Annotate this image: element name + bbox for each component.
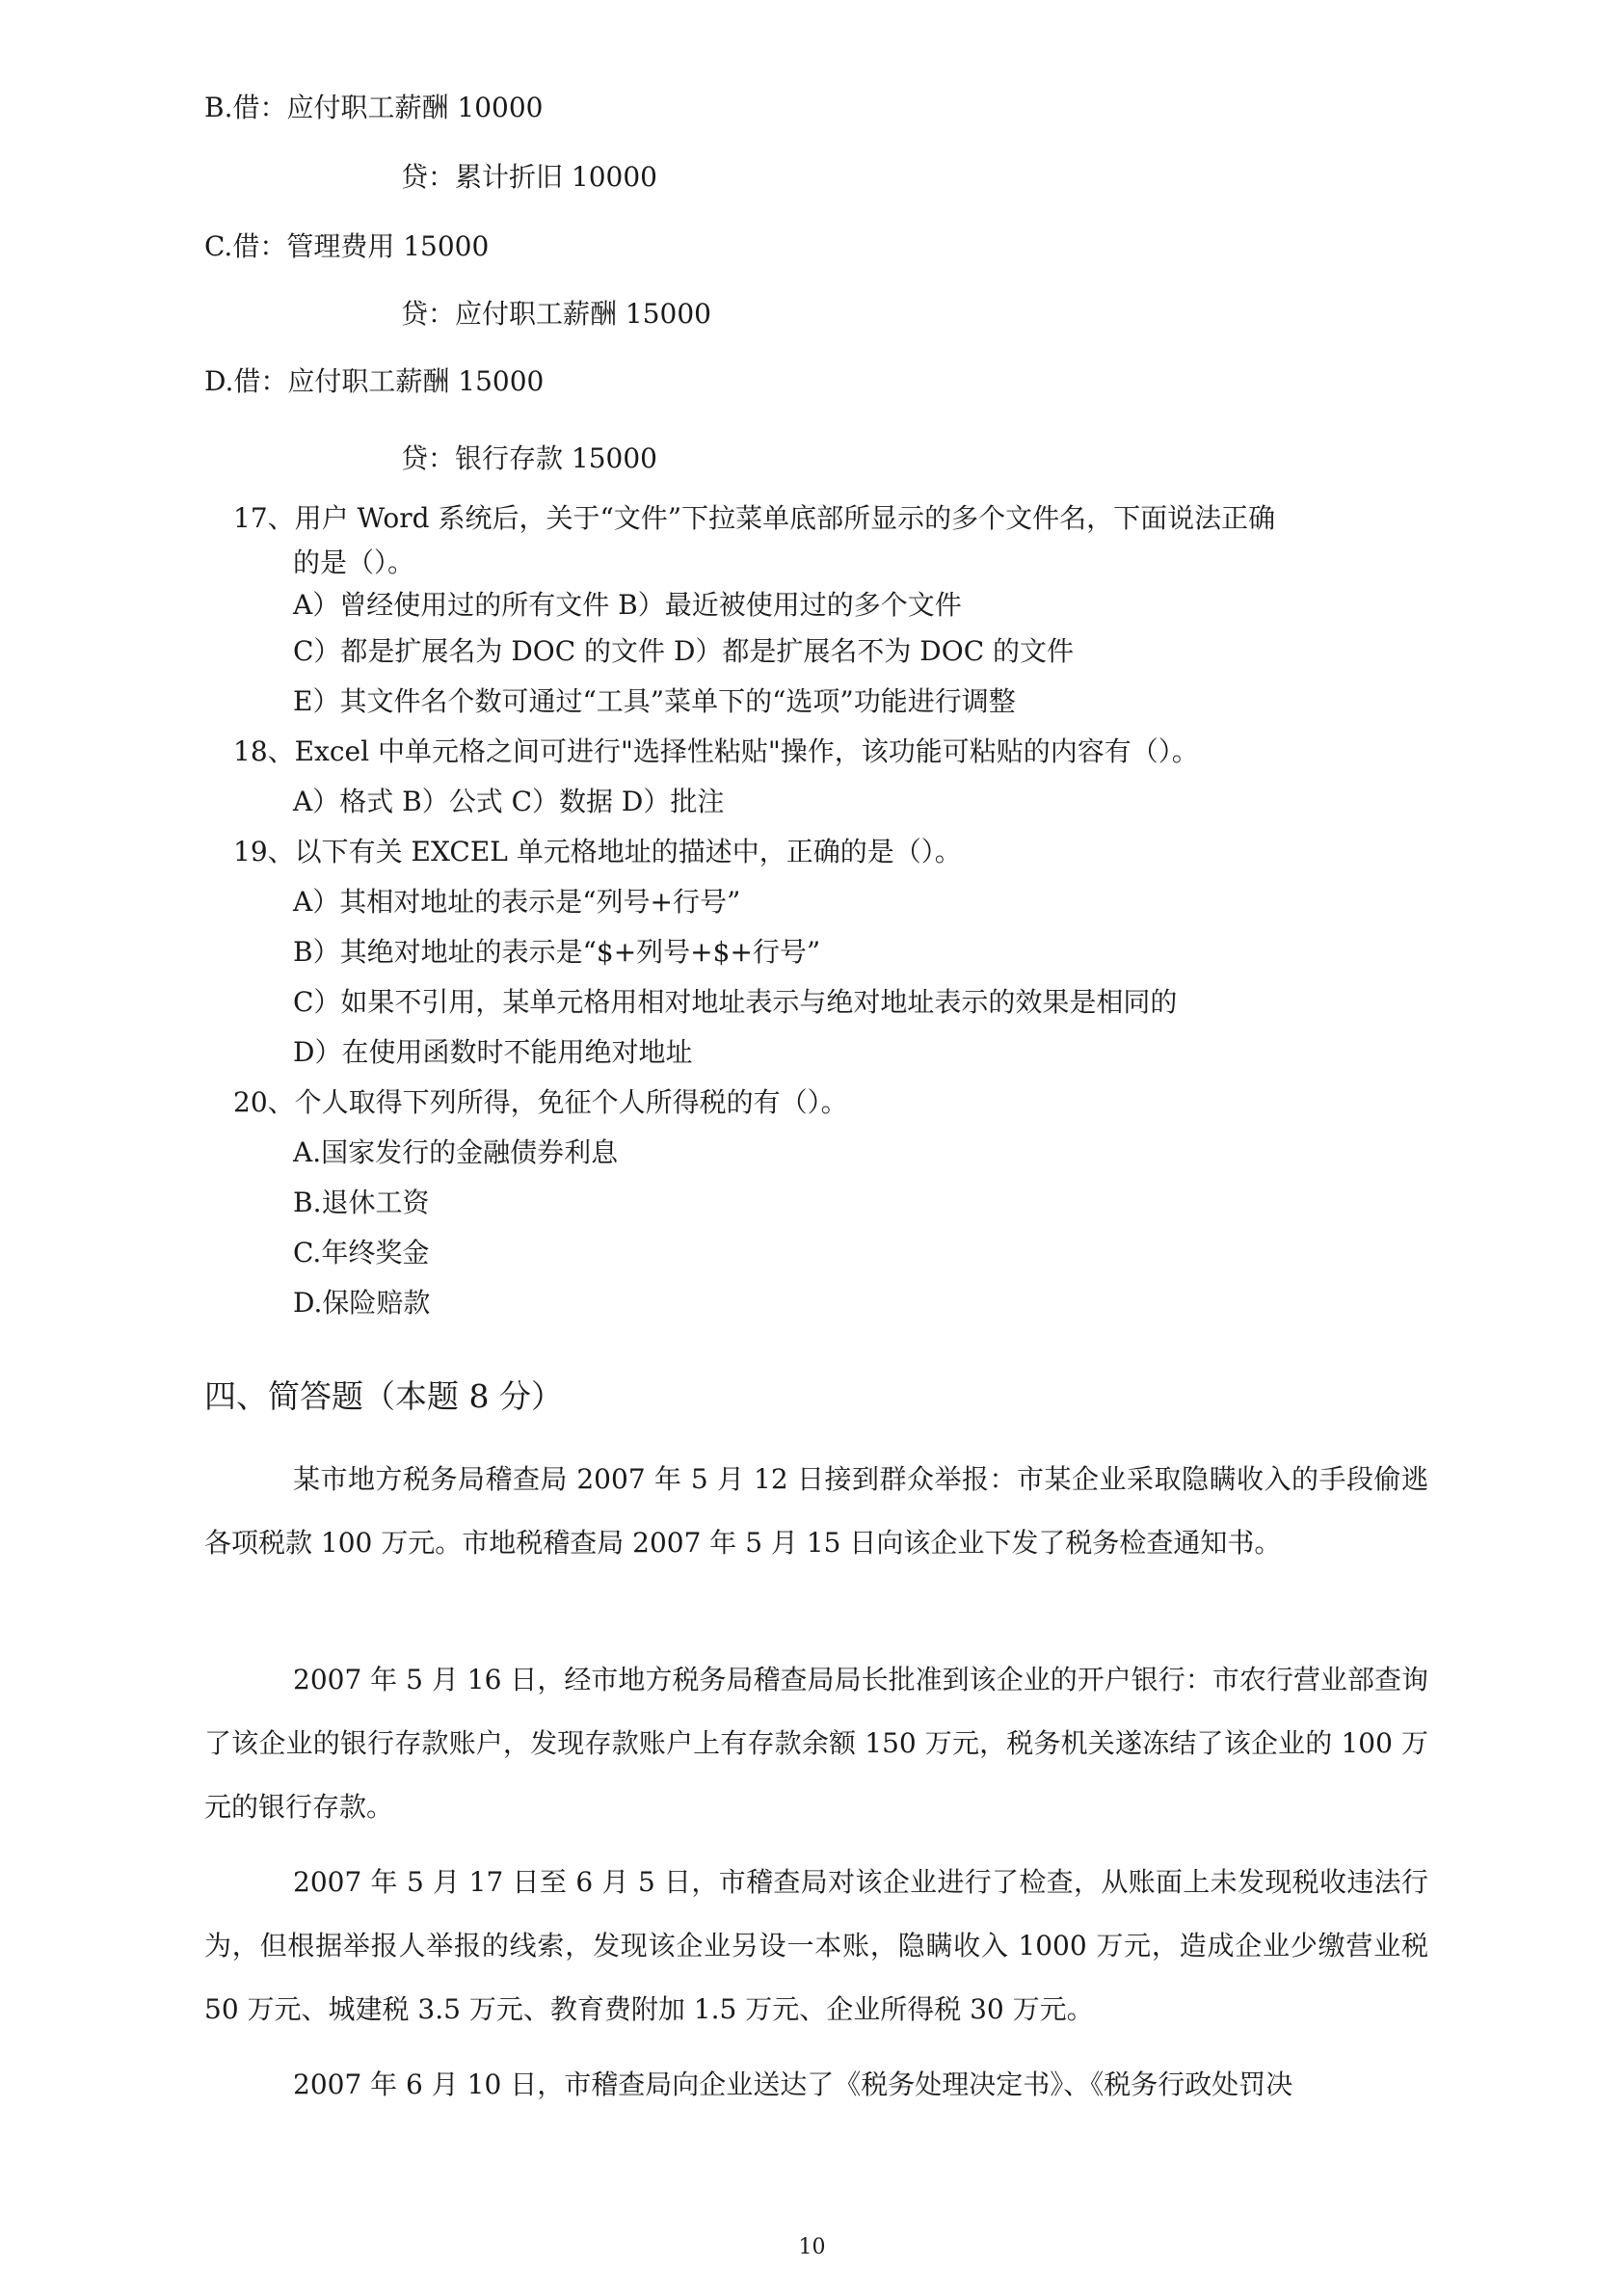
q19-option-4: D）在使用函数时不能用绝对地址: [293, 1036, 693, 1068]
q19-option-2: B）其绝对地址的表示是“$+列号+$+行号”: [293, 936, 821, 968]
q20-option-d: D.保险赔款: [293, 1287, 431, 1319]
paragraph: 某市地方税务局稽查局 2007 年 5 月 12 日接到群众举报：市某企业采取隐瞒收入的手段偷逃各项税款 100 万元。市地税稽查局 2007 年 5 月 15 日向该企业下发了税务检查通知书。: [204, 1463, 1428, 1559]
q16-option-c-credit: 贷：应付职工薪酬 15000: [401, 298, 711, 330]
q19-option-1: A）其相对地址的表示是“列号+行号”: [293, 886, 741, 918]
paragraph: 2007 年 6 月 10 日，市稽查局向企业送达了《税务处理决定书》、《税务行政处罚决: [293, 2068, 1293, 2100]
q20-stem: 20、个人取得下列所得，免征个人所得税的有（）。: [233, 1086, 848, 1118]
q20-option-b: B.退休工资: [293, 1187, 430, 1218]
q17-stem-line2: 的是（）。: [293, 547, 415, 578]
q20-option-c: C.年终奖金: [293, 1237, 430, 1268]
q16-option-c-debit: C.借：管理费用 15000: [204, 230, 490, 262]
q16-option-b-credit: 贷：累计折旧 10000: [401, 161, 657, 193]
page-number: 10: [798, 2235, 826, 2259]
paragraph: 2007 年 5 月 16 日，经市地方税务局稽查局局长批准到该企业的开户银行：市农行营业部查询了该企业的银行存款账户，发现存款账户上有存款余额 150 万元，税务机关遂冻结了该企业的 100 万元的银行存款。: [204, 1664, 1428, 1823]
q17-stem-line1: 17、用户 Word 系统后，关于“文件”下拉菜单底部所显示的多个文件名，下面说法正确: [233, 502, 1276, 534]
q16-option-d-credit: 贷：银行存款 15000: [401, 442, 657, 474]
q17-option-3: E）其文件名个数可通过“工具”菜单下的“选项”功能进行调整: [293, 685, 1016, 717]
q18-option-1: A）格式 B）公式 C）数据 D）批注: [293, 786, 725, 817]
paragraph: 2007 年 5 月 17 日至 6 月 5 日，市稽查局对该企业进行了检查，从账面上未发现税收违法行为，但根据举报人举报的线索，发现该企业另设一本账，隐瞒收入 1000 万元，造成企业少缴营业税 50 万元、城建税 3.5 万元、教育费附加 1.5 万元、企业所得税 30 万元。: [204, 1866, 1428, 2025]
q16-option-d-debit: D.借：应付职工薪酬 15000: [204, 365, 545, 397]
q17-option-2: C）都是扩展名为 DOC 的文件 D）都是扩展名不为 DOC 的文件: [293, 635, 1075, 667]
q18-stem: 18、Excel 中单元格之间可进行"选择性粘贴"操作，该功能可粘贴的内容有（）。: [233, 735, 1199, 767]
section-title: 四、简答题（本题 8 分）: [204, 1377, 563, 1415]
q17-option-1: A）曾经使用过的所有文件 B）最近被使用过的多个文件: [293, 589, 962, 621]
q20-option-a: A.国家发行的金融债券利息: [293, 1136, 619, 1168]
q16-option-b-debit: B.借：应付职工薪酬 10000: [204, 92, 544, 123]
q19-stem: 19、以下有关 EXCEL 单元格地址的描述中，正确的是（）。: [233, 836, 962, 867]
q19-option-3: C）如果不引用，某单元格用相对地址表示与绝对地址表示的效果是相同的: [293, 986, 1178, 1018]
